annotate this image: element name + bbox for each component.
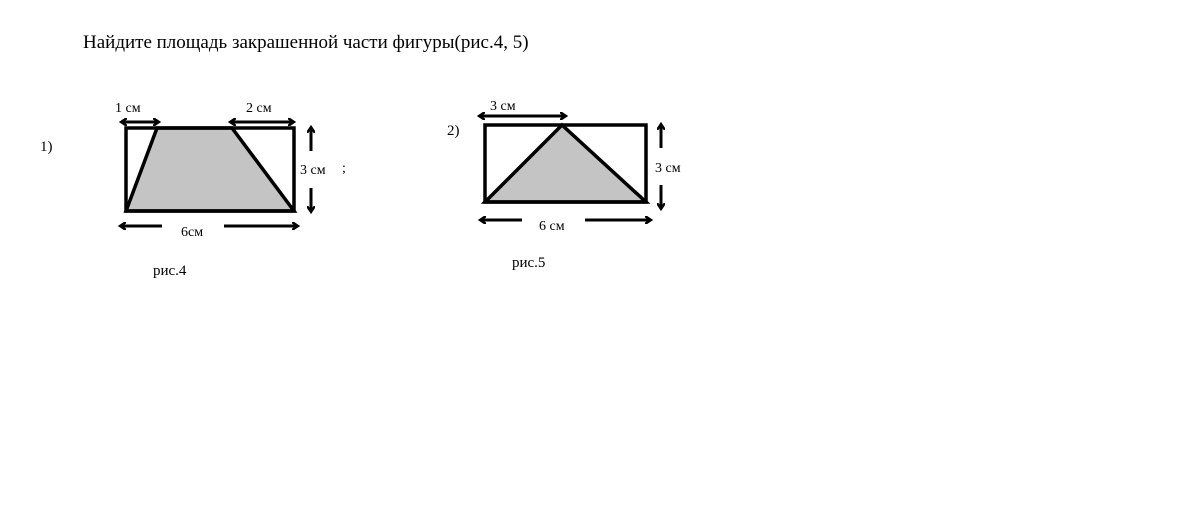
caption-figure-4: рис.4 xyxy=(153,263,187,279)
label-width-5: 6 см xyxy=(539,219,565,234)
separator-semicolon: ; xyxy=(342,161,346,176)
label-width-4: 6см xyxy=(181,225,204,240)
label-height-4: 3 см xyxy=(300,163,326,178)
figure-4 xyxy=(115,101,346,240)
label-top-5: 3 см xyxy=(490,99,516,114)
label-2cm: 2 см xyxy=(246,101,272,116)
figure-5 xyxy=(479,99,681,234)
label-height-5: 3 см xyxy=(655,161,681,176)
shaded-triangle xyxy=(485,125,646,202)
problem-number-2: 2) xyxy=(447,123,460,139)
caption-figure-5: рис.5 xyxy=(512,255,546,271)
shaded-trapezoid xyxy=(126,128,294,211)
label-1cm: 1 см xyxy=(115,101,141,116)
task-title: Найдите площадь закрашенной части фигуры(рис.4, 5) xyxy=(83,32,529,53)
problem-number-1: 1) xyxy=(40,139,53,155)
